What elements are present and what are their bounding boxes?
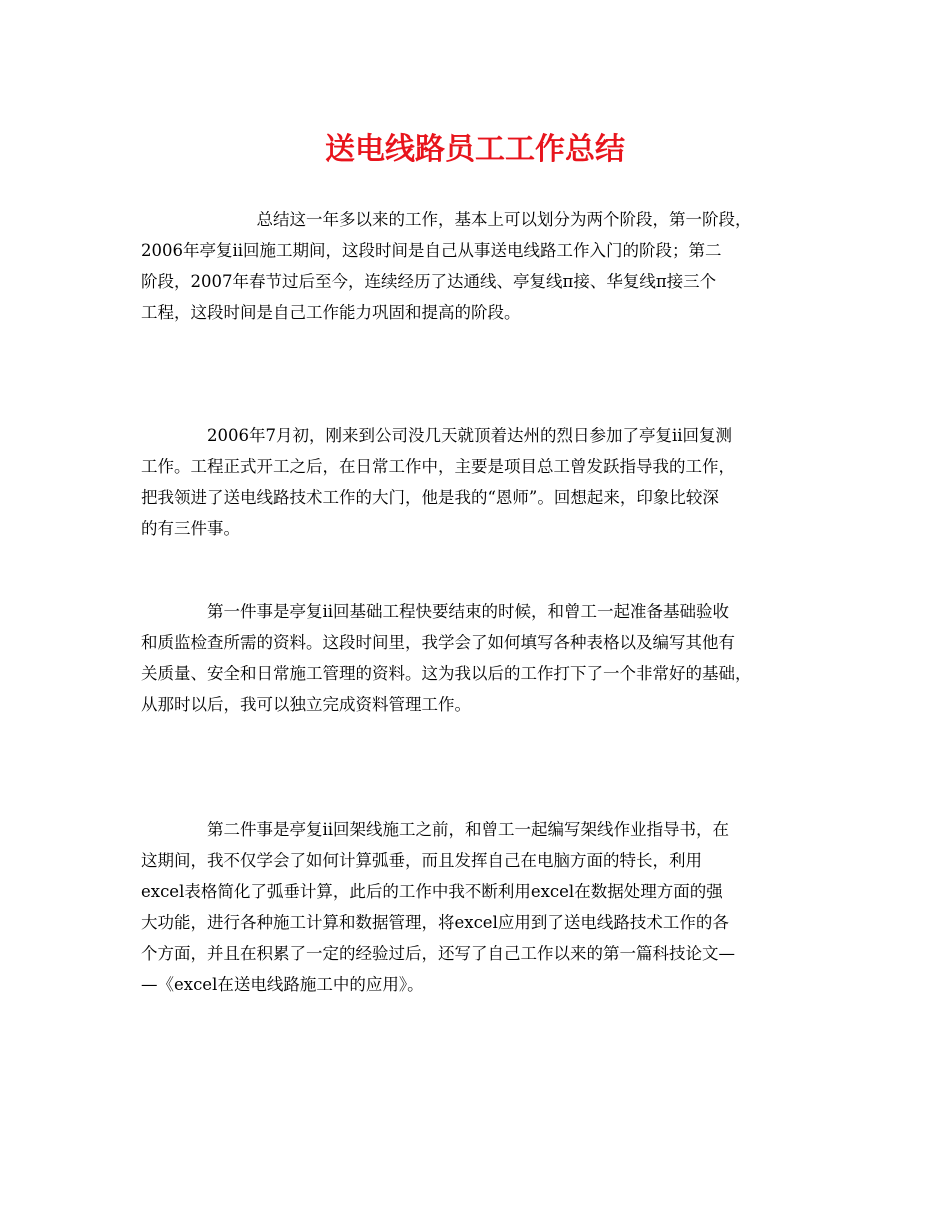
paragraph-2 bbox=[141, 420, 813, 544]
paragraph-line: 工作。工程正式开工之后，在日常工作中，主要是项目总工曾发跃指导我的工作， bbox=[141, 457, 735, 476]
paragraph-line: 和质监检查所需的资料。这段时间里，我学会了如何填写各种表格以及编写其他有 bbox=[141, 633, 735, 652]
paragraph-4 bbox=[141, 814, 813, 1000]
paragraph-line: 把我领进了送电线路技术工作的大门，他是我的“恩师”。回想起来，印象比较深 bbox=[141, 488, 719, 507]
paragraph-line: 从那时以后，我可以独立完成资料管理工作。 bbox=[141, 695, 471, 714]
paragraph-line: 的有三件事。 bbox=[141, 519, 240, 538]
paragraph-1 bbox=[141, 204, 813, 328]
paragraph-line: 大功能，进行各种施工计算和数据管理，将excel应用到了送电线路技术工作的各 bbox=[141, 913, 729, 932]
paragraph-line: 阶段，2007年春节过后至今，连续经历了达通线、亭复线π接、华复线π接三个 bbox=[141, 272, 717, 291]
paragraph-line: —《excel在送电线路施工中的应用》。 bbox=[141, 975, 424, 994]
paragraph-line: excel表格简化了弧垂计算，此后的工作中我不断利用excel在数据处理方面的强 bbox=[141, 882, 723, 901]
paragraph-line: 总结这一年多以来的工作，基本上可以划分为两个阶段，第一阶段， bbox=[141, 210, 752, 229]
paragraph-line: 第一件事是亭复ii回基础工程快要结束的时候，和曾工一起准备基础验收 bbox=[141, 602, 730, 621]
paragraph-3 bbox=[141, 596, 813, 720]
paragraph-line: 工程，这段时间是自己工作能力巩固和提高的阶段。 bbox=[141, 303, 521, 322]
document-title: 送电线路员工工作总结 bbox=[325, 132, 625, 167]
paragraph-line: 2006年亭复ii回施工期间，这段时间是自己从事送电线路工作入门的阶段；第二 bbox=[141, 241, 722, 260]
paragraph-line: 个方面，并且在积累了一定的经验过后，还写了自己工作以来的第一篇科技论文— bbox=[141, 944, 735, 963]
paragraph-line: 这期间，我不仅学会了如何计算弧垂，而且发挥自己在电脑方面的特长，利用 bbox=[141, 851, 702, 870]
paragraph-line: 2006年7月初，刚来到公司没几天就顶着达州的烈日参加了亭复ii回复测 bbox=[141, 426, 733, 445]
paragraph-line: 第二件事是亭复ii回架线施工之前，和曾工一起编写架线作业指导书，在 bbox=[141, 820, 730, 839]
paragraph-line: 关质量、安全和日常施工管理的资料。这为我以后的工作打下了一个非常好的基础， bbox=[141, 664, 752, 683]
